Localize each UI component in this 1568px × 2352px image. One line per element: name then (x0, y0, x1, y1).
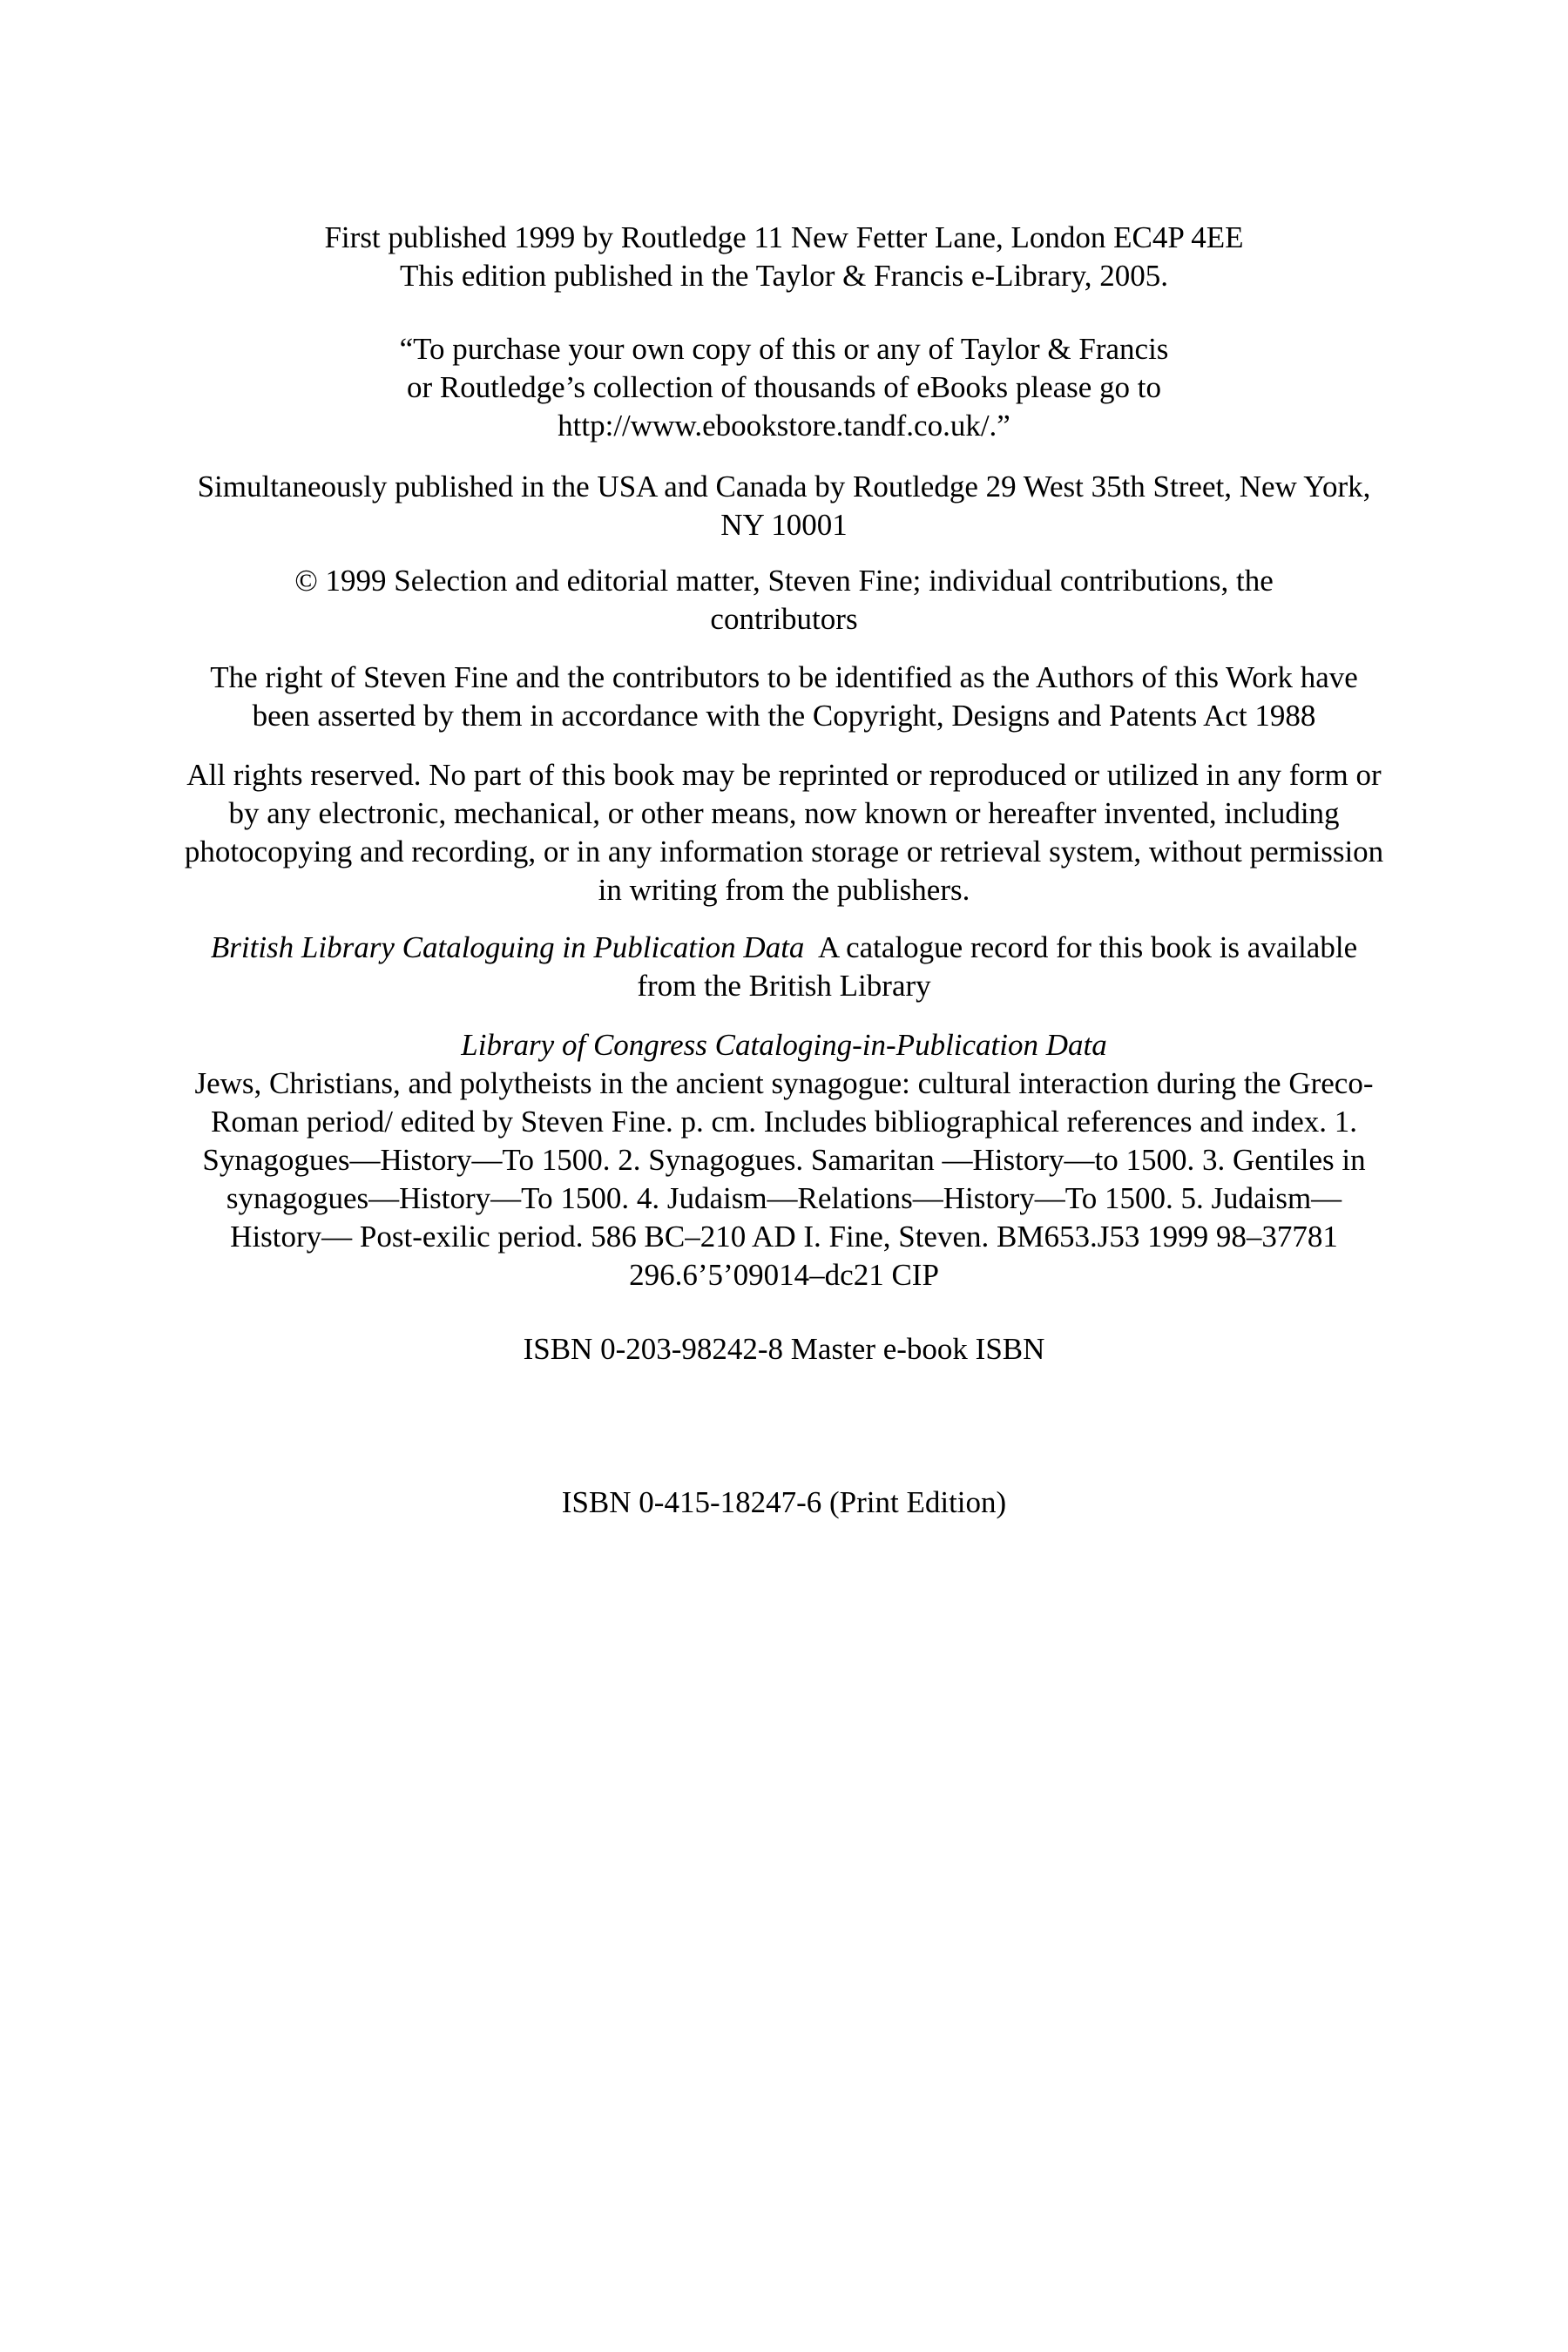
purchase-line: “To purchase your own copy of this or any of Taylor & Francis (399, 332, 1169, 366)
publication-line: First published 1999 by Routledge 11 New Fetter Lane, London EC4P 4EE (324, 220, 1244, 254)
usa-canada-line: Simultaneously published in the USA and Canada by Routledge 29 West 35th Street, New York, (197, 470, 1371, 504)
rights-reserved-notice (122, 756, 1446, 909)
copyright-notice (122, 562, 1446, 639)
cip-line: synagogues—History—To 1500. 4. Judaism—Relations—History—To 1500. 5. Judaism— (226, 1181, 1342, 1215)
british-library-heading: British Library Cataloguing in Publication Data (210, 930, 805, 964)
british-library-line (122, 929, 1446, 967)
cip-line: History— Post-exilic period. 586 BC–210 AD I. Fine, Steven. BM653.J53 1999 98–37781 (230, 1220, 1338, 1254)
rights-line: All rights reserved. No part of this book may be reprinted or reproduced or utilized in any form or (186, 758, 1382, 792)
rights-line: photocopying and recording, or in any information storage or retrieval system, without permission (184, 835, 1384, 868)
isbn-print-line: ISBN 0-415-18247-6 (Print Edition) (561, 1485, 1007, 1519)
usa-canada-line: NY 10001 (720, 508, 848, 542)
library-of-congress-heading: Library of Congress Cataloging-in-Publication Data (461, 1028, 1107, 1062)
ebook-edition-line: This edition published in the Taylor & Francis e-Library, 2005. (399, 259, 1169, 293)
publication-info (122, 219, 1446, 295)
moral-rights-line: The right of Steven Fine and the contributors to be identified as the Authors of this Work have (210, 660, 1358, 694)
usa-canada-publication (122, 468, 1446, 544)
cip-line: Jews, Christians, and polytheists in the ancient synagogue: cultural interaction during the Greco- (194, 1066, 1374, 1100)
isbn-print-edition (122, 1484, 1446, 1522)
british-library-text: A catalogue record for this book is available (804, 930, 1358, 964)
cip-line: Synagogues—History—To 1500. 2. Synagogues. Samaritan —History—to 1500. 3. Gentiles in (202, 1143, 1366, 1177)
cip-line: 296.6’5’09014–dc21 CIP (629, 1258, 939, 1292)
purchase-notice (122, 330, 1446, 445)
moral-rights-notice (122, 659, 1446, 735)
rights-line: in writing from the publishers. (598, 873, 970, 907)
purchase-line: or Routledge’s collection of thousands of eBooks please go to (406, 370, 1162, 404)
rights-line: by any electronic, mechanical, or other means, now known or hereafter invented, including (228, 796, 1340, 830)
isbn-master-line: ISBN 0-203-98242-8 Master e-book ISBN (523, 1332, 1045, 1366)
library-of-congress-cip (122, 1026, 1446, 1294)
british-library-line: from the British Library (637, 969, 931, 1003)
copyright-line: contributors (710, 602, 858, 636)
isbn-master-ebook (122, 1330, 1446, 1369)
british-library-cip (122, 929, 1446, 1005)
cip-line: Roman period/ edited by Steven Fine. p. cm. Includes bibliographical references and index. 1. (210, 1105, 1357, 1139)
moral-rights-line: been asserted by them in accordance with the Copyright, Designs and Patents Act 1988 (252, 699, 1316, 733)
ebookstore-url: http://www.ebookstore.tandf.co.uk/.” (558, 409, 1010, 443)
copyright-line: © 1999 Selection and editorial matter, Steven Fine; individual contributions, the (294, 564, 1274, 598)
